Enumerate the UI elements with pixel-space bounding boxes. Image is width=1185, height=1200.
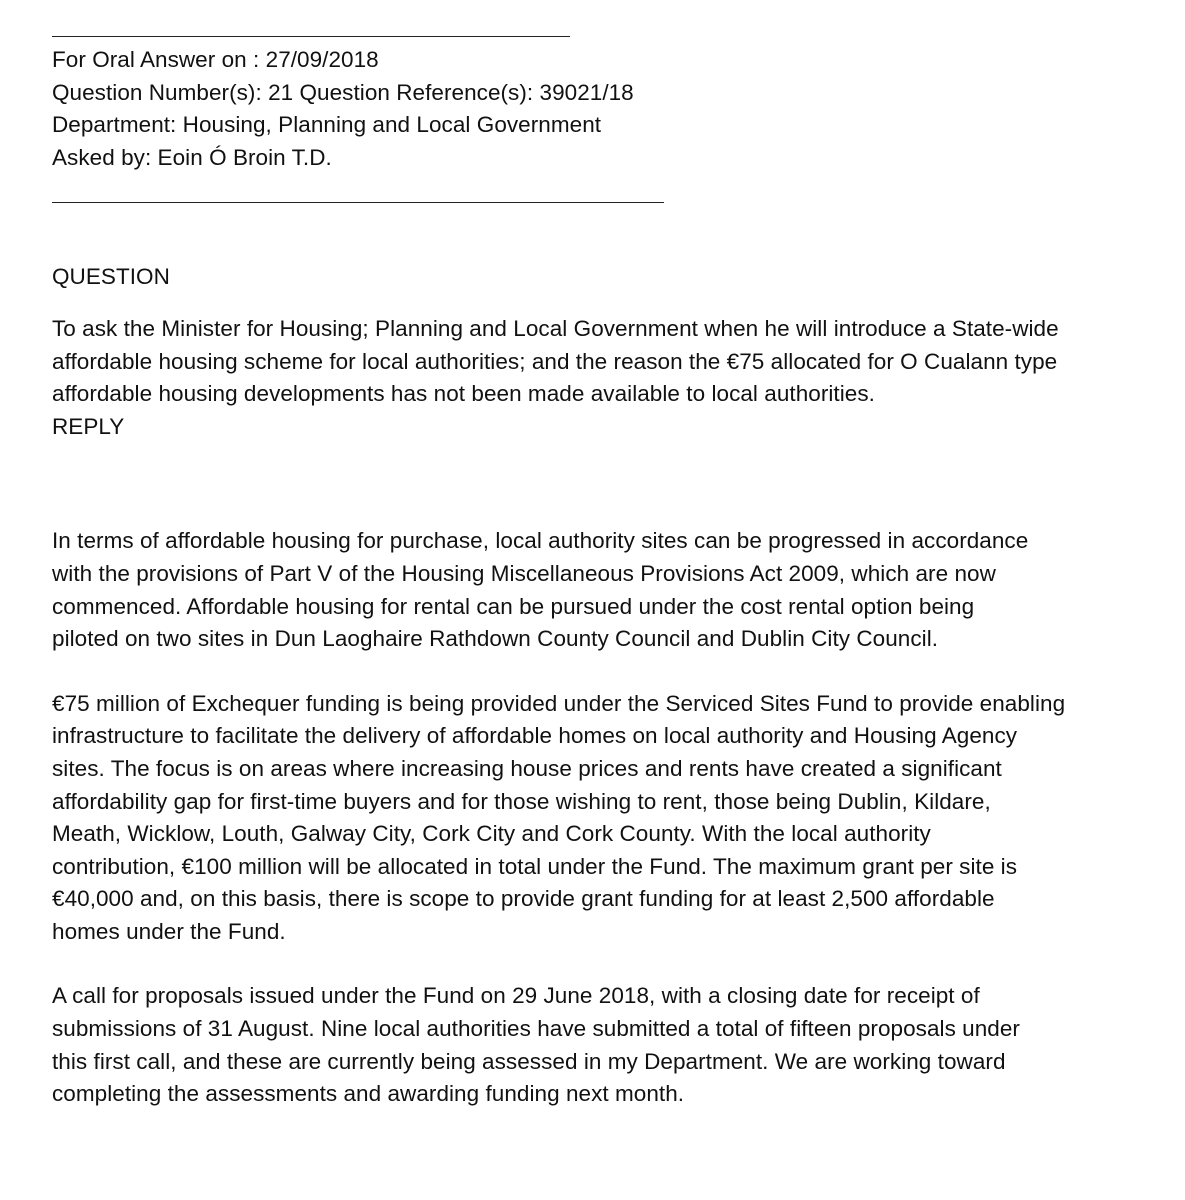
reply-paragraph <box>52 980 1162 1110</box>
reply-line: sites. The focus is on areas where increasing house prices and rents have created a significant <box>52 755 1002 781</box>
bottom-separator-line <box>52 202 664 203</box>
reply-line: piloted on two sites in Dun Laoghaire Rathdown County Council and Dublin City Council. <box>52 626 939 652</box>
question-line: To ask the Minister for Housing; Planning and Local Government when he will introduce a State-wide <box>52 315 1059 341</box>
reply-line: this first call, and these are currently being assessed in my Department. We are working toward <box>52 1048 1006 1074</box>
reply-line: In terms of affordable housing for purchase, local authority sites can be progressed in accordance <box>52 528 1029 554</box>
document-page <box>52 0 1162 1111</box>
top-separator-line <box>52 36 570 37</box>
question-line: affordable housing scheme for local authorities; and the reason the €75 allocated for O Cualann type <box>52 348 1058 374</box>
reply-line: infrastructure to facilitate the delivery of affordable homes on local authority and Housing Agency <box>52 723 1018 749</box>
question-heading: QUESTION <box>52 264 170 290</box>
metadata-block <box>52 44 1162 174</box>
reply-paragraph <box>52 525 1162 655</box>
reply-line: homes under the Fund. <box>52 918 286 944</box>
question-line: affordable housing developments has not been made available to local authorities. <box>52 381 875 407</box>
reply-paragraph <box>52 688 1162 949</box>
reply-line: with the provisions of Part V of the Housing Miscellaneous Provisions Act 2009, which are now <box>52 560 996 586</box>
reply-line: contribution, €100 million will be allocated in total under the Fund. The maximum grant per site is <box>52 853 1018 879</box>
reply-line: submissions of 31 August. Nine local authorities have submitted a total of fifteen proposals under <box>52 1016 1020 1042</box>
reply-line: Meath, Wicklow, Louth, Galway City, Cork City and Cork County. With the local authority <box>52 821 931 847</box>
oral-answer-date: For Oral Answer on : 27/09/2018 <box>52 47 379 72</box>
reply-line: completing the assessments and awarding funding next month. <box>52 1081 685 1107</box>
reply-line: affordability gap for first-time buyers and for those wishing to rent, those being Dublin, Kildare, <box>52 788 991 814</box>
reply-line: A call for proposals issued under the Fund on 29 June 2018, with a closing date for receipt of <box>52 983 980 1009</box>
reply-line: €75 million of Exchequer funding is being provided under the Serviced Sites Fund to provide enabling <box>52 690 1066 716</box>
reply-line: commenced. Affordable housing for rental can be pursued under the cost rental option being <box>52 593 975 619</box>
question-text <box>52 313 1162 411</box>
reply-heading: REPLY <box>52 413 125 439</box>
reply-line: €40,000 and, on this basis, there is scope to provide grant funding for at least 2,500 affordable <box>52 886 995 912</box>
asked-by-line: Asked by: Eoin Ó Broin T.D. <box>52 144 332 170</box>
question-number-reference: Question Number(s): 21 Question Reference(s): 39021/18 <box>52 79 634 105</box>
department-line: Department: Housing, Planning and Local Government <box>52 112 602 138</box>
